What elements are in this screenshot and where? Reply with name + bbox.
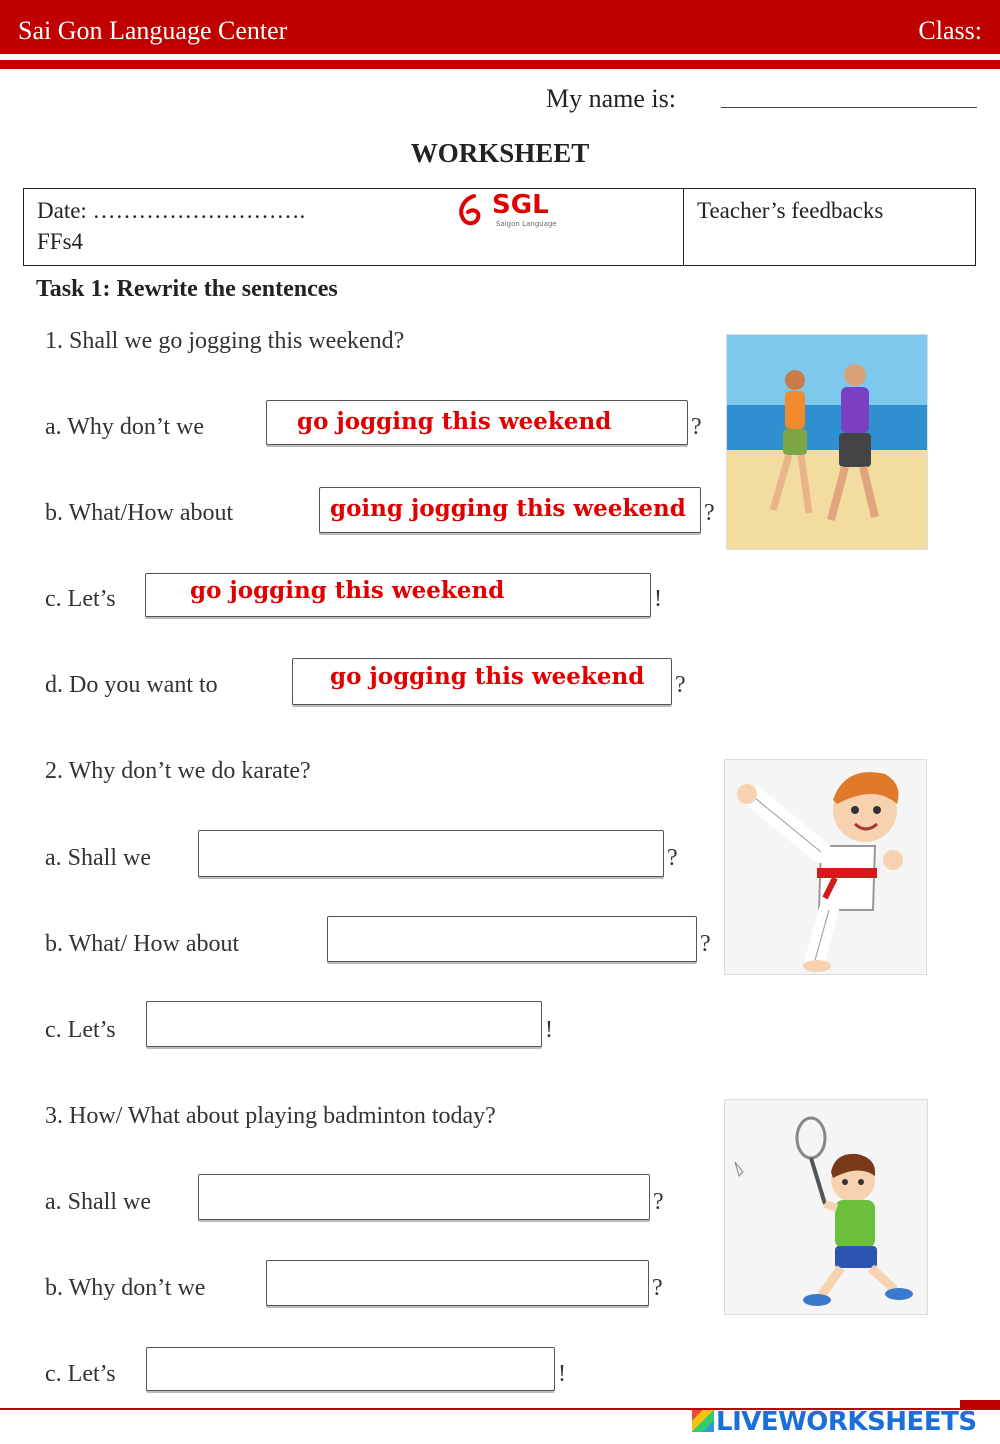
logo-subtext: Saigon Language <box>496 220 557 228</box>
question-2-prompt: 2. Why don’t we do karate? <box>45 758 311 784</box>
q2c-answer-box[interactable] <box>146 1001 542 1047</box>
logo-text: SGL <box>492 190 549 220</box>
info-divider <box>683 188 684 266</box>
q2a-label: a. Shall we <box>45 845 151 871</box>
q2c-label: c. Let’s <box>45 1017 116 1043</box>
q1b-label: b. What/How about <box>45 500 234 526</box>
q3a-answer-box[interactable] <box>198 1174 650 1220</box>
liveworksheets-text: LIVEWORKSHEETS <box>716 1407 977 1437</box>
karate-illustration <box>725 760 927 975</box>
q1a-label: a. Why don’t we <box>45 414 205 440</box>
q2a-end: ? <box>667 845 678 871</box>
q3c-label: c. Let’s <box>45 1361 116 1387</box>
question-1-prompt: 1. Shall we go jogging this weekend? <box>45 328 405 354</box>
sgl-logo <box>454 190 564 232</box>
task-title: Task 1: Rewrite the sentences <box>36 276 338 302</box>
q3b-answer-box[interactable] <box>266 1260 649 1306</box>
q1d-label: d. Do you want to <box>45 672 218 698</box>
q3b-label: b. Why don’t we <box>45 1275 206 1301</box>
karate-picture <box>724 759 927 975</box>
badminton-picture <box>724 1099 928 1315</box>
q2b-answer-box[interactable] <box>327 916 697 962</box>
q2a-answer-box[interactable] <box>198 830 664 877</box>
liveworksheets-icon <box>692 1410 714 1432</box>
q1b-end: ? <box>704 500 715 526</box>
center-name: Sai Gon Language Center <box>18 16 288 45</box>
q2c-end: ! <box>545 1017 553 1043</box>
q1d-answer-box[interactable] <box>292 658 672 705</box>
q3c-end: ! <box>558 1361 566 1387</box>
liveworksheets-logo[interactable] <box>692 1407 977 1441</box>
q3a-label: a. Shall we <box>45 1189 151 1215</box>
q1c-answer-box[interactable] <box>145 573 651 617</box>
q1a-answer: go jogging this weekend <box>297 408 612 435</box>
q1a-end: ? <box>691 414 702 440</box>
name-field[interactable] <box>721 107 977 108</box>
q2b-label: b. What/ How about <box>45 931 240 957</box>
q1c-end: ! <box>654 586 662 612</box>
jogging-picture <box>726 334 928 550</box>
question-3-prompt: 3. How/ What about playing badminton today? <box>45 1103 496 1129</box>
q1d-end: ? <box>675 672 686 698</box>
name-label: My name is: <box>546 84 676 113</box>
q1a-answer-box[interactable] <box>266 400 688 445</box>
jogging-illustration <box>727 335 928 550</box>
q1d-answer: go jogging this weekend <box>330 663 645 690</box>
q2b-end: ? <box>700 931 711 957</box>
header-underline <box>0 60 1000 69</box>
badminton-illustration <box>725 1100 928 1315</box>
q1b-answer: going jogging this weekend <box>330 495 686 522</box>
q3a-end: ? <box>653 1189 664 1215</box>
class-code: FFs4 <box>37 229 84 254</box>
page-title: WORKSHEET <box>410 138 590 168</box>
teacher-feedback-label: Teacher’s feedbacks <box>697 198 884 223</box>
q1b-answer-box[interactable] <box>319 487 701 533</box>
q1c-answer: go jogging this weekend <box>190 577 505 604</box>
class-label: Class: <box>918 16 982 45</box>
date-field: Date: ………………………. <box>37 198 306 223</box>
q1c-label: c. Let’s <box>45 586 116 612</box>
q3c-answer-box[interactable] <box>146 1347 555 1391</box>
q3b-end: ? <box>652 1275 663 1301</box>
